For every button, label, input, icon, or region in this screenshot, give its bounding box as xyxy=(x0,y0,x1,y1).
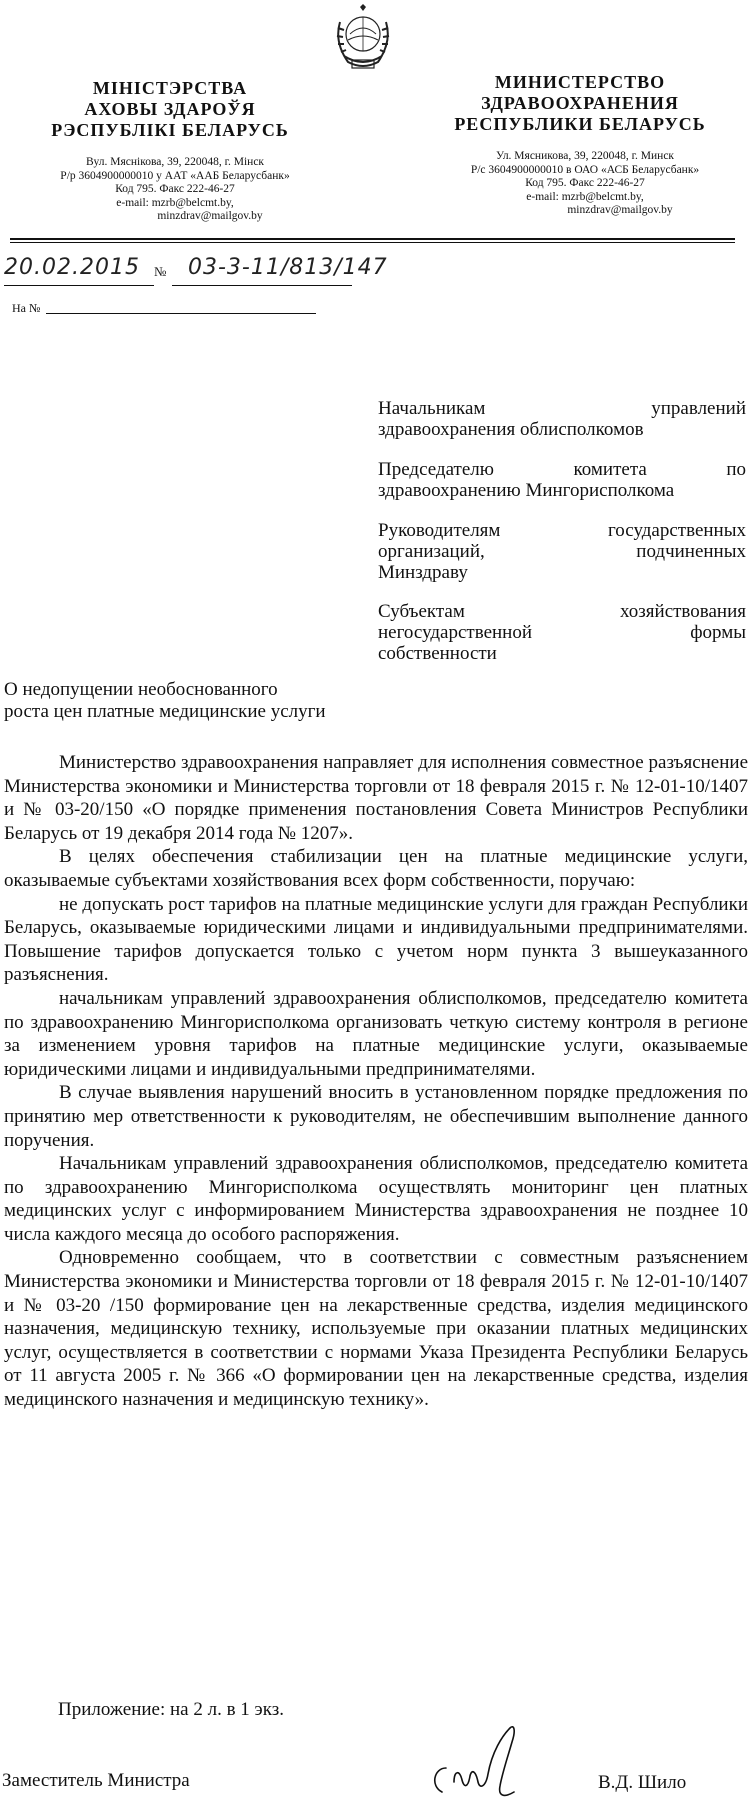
reference-label: На № xyxy=(12,301,41,315)
addressee-word: организаций, xyxy=(378,541,485,562)
handwritten-signature xyxy=(424,1722,554,1804)
addressee-word: Начальникам xyxy=(378,398,486,419)
number-underline xyxy=(172,285,352,286)
addressee-block xyxy=(378,398,746,440)
addressee-line-split xyxy=(378,398,746,419)
outgoing-date: 20.02.2015 xyxy=(4,255,140,280)
addressee-word: негосударственной xyxy=(378,622,533,643)
appendix-note: Приложение: на 2 л. в 1 экз. xyxy=(58,1699,284,1720)
address-ru-line: Ул. Мясникова, 39, 220048, г. Минск xyxy=(495,150,675,162)
state-emblem-icon xyxy=(330,4,396,74)
address-by-line: Код 795. Факс 222-46-27 xyxy=(115,183,235,196)
letter-body xyxy=(4,751,748,1412)
subject-line: О недопущении необоснованного xyxy=(4,679,278,700)
address-ru-line: e-mail: mzrb@belcmt.by, xyxy=(526,190,644,203)
body-paragraph: начальникам управлений здравоохранения облисполкомов, председателю комитета по здравоохранению Мингорисполкома организовать четкую систему контроля в регионе за изменением уровня тарифов на платные медицинские услуги, оказываемые юридическими лицами и индивидуальными предпринимателями. xyxy=(4,987,748,1080)
addressee-block xyxy=(378,459,746,501)
addressee-word: Председателю xyxy=(378,459,494,480)
addressee-line: Минздраву xyxy=(378,562,468,583)
ministry-name-ru-line: ЗДРАВООХРАНЕНИЯ xyxy=(481,93,679,113)
addressee-word: Руководителям xyxy=(378,520,501,541)
addressee-word: Субъектам xyxy=(378,601,465,622)
body-paragraph: Начальникам управлений здравоохранения облисполкомов, председателю комитета по здравоохранению Мингорисполкома осуществлять мониторинг цен платных медицинских услуг с информированием Министерства здравоохранения не позднее 10 числа каждого месяца до особого распоряжения. xyxy=(4,1153,748,1245)
ministry-name-by-line: РЭСПУБЛІКІ БЕЛАРУСЬ xyxy=(51,120,289,140)
header-divider xyxy=(10,238,735,240)
address-ru-line: Код 795. Факс 222-46-27 xyxy=(525,177,645,190)
ministry-name-by-line: МІНІСТЭРСТВА xyxy=(92,78,248,98)
addressee-word: государственных xyxy=(607,520,746,541)
addressee-word: по xyxy=(726,459,746,480)
addressee-word: подчиненных xyxy=(636,541,746,562)
addressee-word: формы xyxy=(690,622,746,643)
ministry-address-ru xyxy=(435,150,735,218)
outgoing-number: 03-3-11/813/147 xyxy=(188,255,388,280)
header-divider-thin xyxy=(10,242,735,243)
addressee-word: хозяйствования xyxy=(620,601,746,622)
addressee-line: здравоохранения облисполкомов xyxy=(378,419,644,440)
body-paragraph: В случае выявления нарушений вносить в установленном порядке предложения по принятию мер ответственности к руководителям, не обеспечившим выполнение данного поручения. xyxy=(4,1082,748,1151)
addressee-block xyxy=(378,601,746,664)
email-ru: minzdrav@mailgov.by xyxy=(567,204,673,217)
ministry-address-by xyxy=(40,156,310,224)
ministry-name-by xyxy=(50,78,290,141)
address-by-line: Р/р 3604900000010 у ААТ «ААБ Беларусбанк» xyxy=(60,169,290,182)
addressee-word: управлений xyxy=(651,398,746,419)
body-paragraph: Одновременно сообщаем, что в соответствии с совместным разъяснением Министерства экономики и Министерства торговли от 18 февраля 2015 г. № 12-01-10/1407 и № 03-20 /150 формирование цен на лекарственные средства, изделия медицинского назначения, медицинскую технику, используемые при оказании платных медицинских услуг, осуществляется в соответствии с нормами Указа Президента Республики Беларусь от 11 августа 2005 г. № 366 «О формировании цен на лекарственные средства, изделия медицинского назначения и медицинскую технику». xyxy=(4,1247,748,1411)
body-paragraph: В целях обеспечения стабилизации цен на платные медицинские услуги, оказываемые субъектами хозяйствования всех форм собственности, поручаю: xyxy=(4,846,748,891)
addressee-line-split xyxy=(378,459,746,480)
addressee-line-split xyxy=(378,622,746,643)
addressee-line-split xyxy=(378,541,746,562)
ministry-name-ru-line: МИНИСТЕРСТВО xyxy=(494,72,666,92)
letter-subject xyxy=(4,679,326,723)
addressee-block xyxy=(378,520,746,583)
address-by-line: e-mail: mzrb@belcmt.by, xyxy=(116,196,234,209)
signer-position: Заместитель Министра xyxy=(2,1770,190,1791)
address-by-line: Вул. Мяснікова, 39, 220048, г. Мінск xyxy=(85,156,265,168)
addressee-word: комитета xyxy=(573,459,647,480)
addressee-line-split xyxy=(378,520,746,541)
reference-underline xyxy=(46,313,316,314)
number-label: № xyxy=(154,264,167,279)
ministry-name-ru xyxy=(430,72,730,135)
ministry-name-by-line: АХОВЫ ЗДАРОЎЯ xyxy=(84,99,256,119)
addressee-line-split xyxy=(378,601,746,622)
addressee-line: собственности xyxy=(378,643,497,664)
addressee-line: здравоохранению Мингорисполкома xyxy=(378,480,675,501)
email-by: minzdrav@mailgov.by xyxy=(157,210,263,223)
body-paragraph: не допускать рост тарифов на платные медицинские услуги для граждан Республики Беларусь, оказываемые юридическими лицами и индивидуальными предпринимателями. Повышение тарифов допускается только с учетом норм пункта 3 вышеуказанного разъяснения. xyxy=(4,893,748,986)
address-ru-line: Р/с 3604900000010 в ОАО «АСБ Беларусбанк» xyxy=(470,163,700,176)
date-underline xyxy=(4,285,154,286)
signer-name: В.Д. Шило xyxy=(598,1772,687,1793)
ministry-name-ru-line: РЕСПУБЛИКИ БЕЛАРУСЬ xyxy=(454,114,706,134)
subject-line: роста цен платные медицинские услуги xyxy=(4,701,326,722)
body-paragraph: Министерство здравоохранения направляет для исполнения совместное разъяснение Министерства экономики и Министерства торговли от 18 февраля 2015 г. № 12-01-10/1407 и № 03-20/150 «О порядке применения постановления Совета Министров Республики Беларусь от 19 декабря 2014 года № 1207». xyxy=(4,752,748,844)
